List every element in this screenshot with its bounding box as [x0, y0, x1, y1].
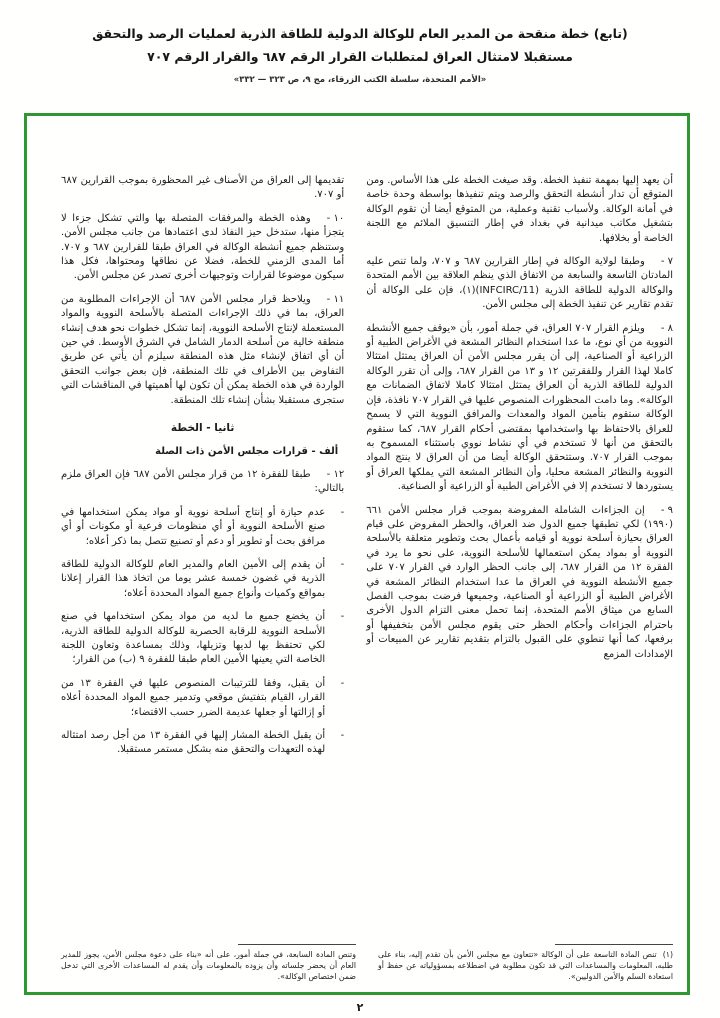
footnote-marker: (١): [662, 950, 673, 959]
list-item: [61, 729, 344, 758]
column-right: [366, 174, 673, 938]
page-number: ٢: [356, 1001, 364, 1014]
list-item-text: أن يقبل الخطة المشار إليها في الفقرة ١٣ من أجل رصد امتثاله لهذه التعهدات والتحقق منه بشكل مستمر مستقبلا.: [61, 730, 326, 756]
dash-marker: -: [340, 506, 345, 518]
paragraph-continuation: تقديمها إلى العراق من الأصناف غير المحظورة بموجب القرارين ٦٨٧ أو ٧٠٧.: [61, 175, 345, 201]
paragraph-text: طبقا للفقرة ١٢ من قرار مجلس الأمن ٦٨٧ فإن العراق ملزم بالتالي:: [61, 468, 345, 495]
paragraph-number: ١٠ -: [326, 212, 345, 224]
list-item: [61, 677, 344, 720]
paragraph-11: [61, 293, 344, 408]
list-item: [61, 610, 344, 668]
list-item-text: أن يقبل، وفقا للترتيبات المنصوص عليها في الفقرة ١٣ من القرار، القيام بتفتيش موقعي وتدمير جميع المواد المحددة أعلاه أو إزالتها أو جعلها عديمة الضرر حسب الاقتضاء؛: [61, 677, 326, 718]
paragraph-text: وهذه الخطة والمرفقات المتصلة بها والتي تشكل جزءا لا يتجزأ منها، ستدخل حيز النفاذ لدى اعتمادها من جانب مجلس الأمن. وستنظم جميع أنشطة الوكالة في العراق طبقا للقرارين ٦٨٧ و ٧٠٧. أما المدى الزمني للخطة، فضلا عن نطاقها ومحتواها، فكل هذا سيكون موضوعا لقرارات وتوجيهات أخرى تصدر عن مجلس الأمن.: [61, 212, 345, 282]
subsection-heading-resolutions: ألف - قرارات مجلس الأمن ذات الصلة: [155, 445, 339, 457]
header-source-citation: «الأمم المتحدة، سلسلة الكتب الزرقاء، مج ٩، ص ٣٢٣ — ٣٣٢»: [233, 75, 487, 86]
dash-marker: -: [340, 558, 345, 570]
paragraph-10: [61, 212, 344, 284]
paragraph-number: ١١ -: [326, 293, 345, 305]
paragraph-8: [366, 322, 673, 495]
paragraph-text: ويلاحظ قرار مجلس الأمن ٦٨٧ أن الإجراءات المطلوبة من العراق، بما في ذلك الإجراءات المتصلة بالأسلحة النووية والمواد المستعملة لإنتاج الأسلحة النووية، إنما تشكل خطوات نحو هدف إنشاء منطقة خالية من أسلحة الدمار الشامل في الشرق الأوسط. في حين أن أي اتفاق لإنشاء مثل هذه المنطقة سيلزم أن يأتي عن طريق التفاوض بين الأطراف في تلك المنطقة، فإن بعض جوانب التحقق الواردة في هذه الخطة يمكن أن تكون لها أهميتها في المناقشات التي ستجرى مستقبلا بشأن إنشاء تلك المنطقة.: [61, 293, 345, 406]
dash-marker: -: [340, 677, 345, 689]
paragraph-12: [61, 468, 344, 497]
footnote-1: [378, 944, 673, 982]
page-header: [0, 0, 720, 85]
paragraph-text: ويلزم القرار ٧٠٧ العراق، في جملة أمور، بأن «يوقف جميع الأنشطة النووية من أي نوع، ما عدا استخدام النظائر المشعة في الأغراض الطبية أو الزراعية أو الصناعية، إلى أن يقرر مجلس الأمن أن العراق يمتثل امتثالا كاملا لهذا القرار وللفقرتين ١٢ و ١٣ من القرار ٦٨٧، وإلى أن تقرر الوكالة الدولية للطاقة الذرية أن العراق يمتثل امتثالا كاملا لاتفاق الضمانات مع الوكالة». وما دامت المحظورات المنصوص عليها في القرار ٧٠٧ نافذة، فإن الوكالة ستقوم بتأمين المواد والمعدات والمرافق النووية التي لا يسمح للعراق بالاحتفاظ بها واستخدامها بمقتضى أحكام القرار ٦٨٧، كما ستقوم بالتحقق من أنها لا تستخدم في أي نشاط نووي باستثناء المسموح به بموجب القرار ٧٠٧. وستتحقق الوكالة أيضا من أن العراق لا ينتج المواد النووية والنظائر المشعة محليا، وأن النظائر المشعة التي يملكها العراق أو يستوردها لا تستخدم إلا في الأغراض الطبية أو الزراعية أو الصناعية.: [366, 322, 674, 493]
two-column-text-area: [27, 116, 687, 938]
paragraph-continuation: أن يعهد إليها بمهمة تنفيذ الخطة. وقد صيغت الخطة على هذا الأساس. ومن المتوقع أن تدار أنشطة التحقق والرصد ويتم تنفيذها بواسطة وحدة خاصة في أمانة الوكالة. ولأسباب تقنية وعملية، من المتوقع أيضا أن تقوم الوكالة بتشغيل مكاتب ميدانية في بغداد في إطار التنسيق الملائم مع اللجنة الخاصة أو بخلافها.: [366, 175, 673, 244]
column-left: [61, 174, 344, 938]
dash-marker: -: [340, 611, 345, 623]
footnote-text: تنص المادة التاسعة على أن الوكالة «تتعاون مع مجلس الأمن بأن تقدم إليه، بناء على طلبه، المعلومات والمساعدات التي قد تكون مطلوبة في اضطلاعه بمسؤولياته عن حفظ أو استعادة السلم والأمن الدوليين».: [378, 950, 673, 981]
footnote-text: وتنص المادة السابعة، في جملة أمور، على أنه «بناء على دعوة مجلس الأمن، يجوز للمدير العام أن يحضر جلساته وأن يزوده بالمعلومات وأن يقدم له المساعدات الأخرى التي تدخل ضمن اختصاص الوكالة».: [61, 950, 356, 981]
list-item: [61, 506, 344, 549]
footnotes-area: [27, 938, 687, 992]
paragraph-text: وطبقا لولاية الوكالة في إطار القرارين ٦٨٧ و ٧٠٧، ولما تنص عليه المادتان التاسعة والسابعة من الاتفاق الذي ينظم العلاقة بين الأمم المتحدة والوكالة الدولية للطاقة الذرية (INFCIRC/11)(١)، فإن على الوكالة أن تقدم تقارير عن تنفيذ الخطة إلى مجلس الأمن.: [366, 256, 673, 311]
list-item: [61, 558, 344, 601]
paragraph-9: [366, 504, 673, 662]
header-title-line2: مستقبلا لامتثال العراق لمتطلبات القرار الرقم ٦٨٧ والقرار الرقم ٧٠٧: [147, 49, 573, 65]
paragraph-number: ٧ -: [660, 256, 673, 268]
green-border-frame: [24, 113, 690, 995]
footnote-separator-rule: [555, 944, 673, 945]
footnote-1-continued: [61, 944, 356, 982]
paragraph-number: ٩ -: [660, 504, 673, 516]
footnote-separator-rule: [238, 944, 356, 945]
section-heading-plan: ثانيا - الخطة: [170, 422, 235, 435]
paragraph-number: ٨ -: [660, 322, 674, 334]
list-item-text: عدم حيازة أو إنتاج أسلحة نووية أو مواد يمكن استخدامها في صنع الأسلحة النووية أو أي منظومات فرعية أو مكونات أو أي مرافق بحث أو تطوير أو دعم أو تصنيع تتصل بما ذكر أعلاه؛: [61, 506, 326, 547]
paragraph-number: ١٢ -: [326, 468, 345, 480]
paragraph-text: إن الجزاءات الشاملة المفروضة بموجب قرار مجلس الأمن ٦٦١ (١٩٩٠) لكي تطبقها جميع الدول ضد العراق، والحظر المفروض على قيام العراق بحيازة أسلحة نووية أو قيامه بأعمال بحث وتطوير متعلقة بالأسلحة النووية أو بمواد يمكن استعمالها للأسلحة النووية، على نحو ما يرد في الفقرة ١٢ من القرار ٦٨٧، إلى جانب الحظر الوارد في القرار ٧٠٧ على جميع الأنشطة النووية في العراق ما عدا استخدام النظائر المشعة في الأغراض الطبية أو الزراعية أو الصناعية، وجميعها فرضت بموجب الفصل السابع من ميثاق الأمم المتحدة، إنما تحمل معنى التزام الدول الأخرى باحترام الجزاءات وأحكام الحظر حتى يقوم مجلس الأمن بتخفيفها أو برفعها، كما أنها تنطوي على القبول بالتزام بتقديم تقارير عن المبيعات أو الإمدادات المزمع: [366, 504, 673, 660]
dash-marker: -: [340, 730, 345, 741]
list-item-text: أن يخضع جميع ما لديه من مواد يمكن استخدامها في صنع الأسلحة النووية للرقابة الحصرية للوكالة الدولية للطاقة الذرية، لكي تحتفظ بها لديها وتزيلها، وذلك بمساعدة وتعاون اللجنة الخاصة التي يعينها الأمين العام طبقا للفقرة ٩ (ب) من القرار؛: [61, 611, 326, 666]
list-item-text: أن يقدم إلى الأمين العام والمدير العام للوكالة الدولية للطاقة الذرية في غضون خمسة عشر يوما من اتخاذ هذا القرار إعلانا بمواقع وكميات وأنواع جميع المواد المحددة أعلاه؛: [61, 558, 326, 599]
paragraph-7: [366, 255, 673, 313]
header-title-line1: (تابع) خطة منقحة من المدير العام للوكالة الدولية للطاقة الذرية لعمليات الرصد والتحقق: [92, 26, 628, 41]
